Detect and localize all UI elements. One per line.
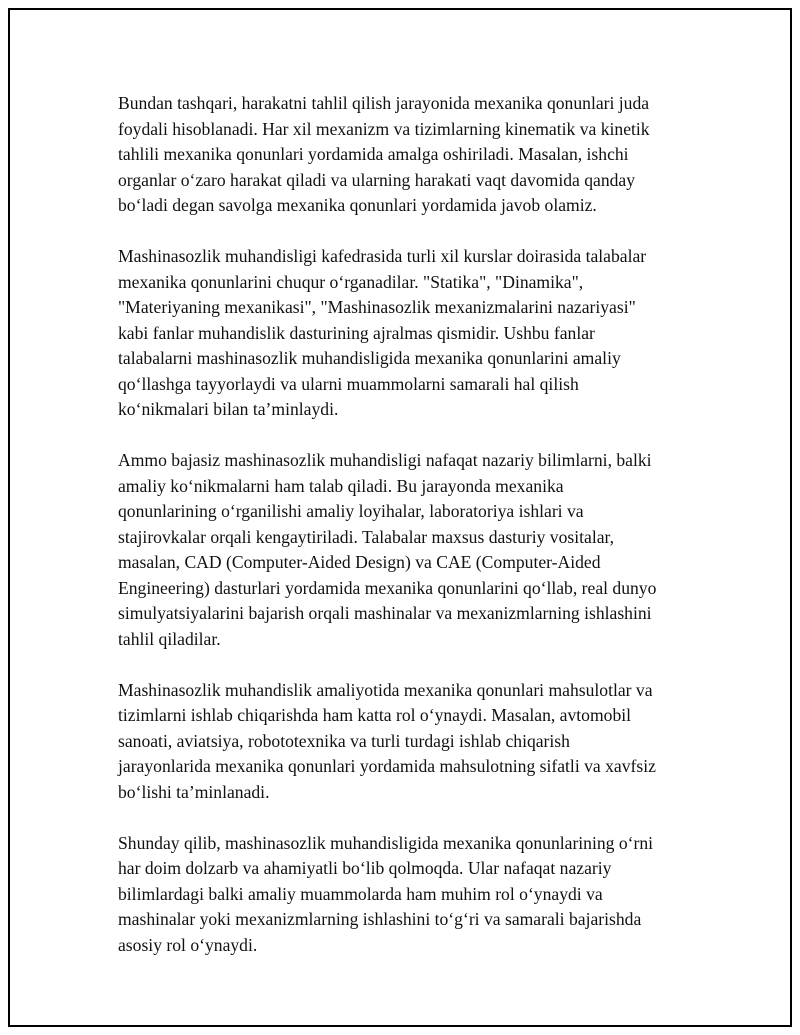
text-line: organlar o‘zaro harakat qiladi va ularning harakati vaqt davomida qanday (118, 169, 636, 190)
text-line: kabi fanlar muhandislik dasturining ajralmas qismidir. Ushbu fanlar (118, 322, 595, 343)
paragraph (118, 91, 698, 219)
text-line: Bundan tashqari, harakatni tahlil qilish jarayonida mexanika qonunlari juda (118, 93, 650, 113)
text-line: Mashinasozlik muhandislik amaliyotida mexanika qonunlari mahsulotlar va (118, 679, 653, 700)
text-line: bo‘lishi ta’minlanadi. (118, 781, 270, 802)
text-line: jarayonlarida mexanika qonunlari yordamida mahsulotning sifatli va xavfsiz (118, 756, 656, 776)
text-line: amaliy ko‘nikmalarni ham talab qiladi. Bu jarayonda mexanika (118, 475, 564, 496)
text-line: tahlili mexanika qonunlari yordamida amalga oshiriladi. Masalan, ishchi (118, 144, 629, 164)
text-line: tahlil qiladilar. (118, 628, 221, 649)
page-frame (8, 8, 792, 1027)
text-line: Mashinasozlik muhandisligi kafedrasida turli xil kurslar doirasida talabalar (118, 246, 647, 266)
text-line: sanoati, aviatsiya, robototexnika va turli turdagi ishlab chiqarish (118, 730, 570, 751)
text-line: simulyatsiyalarini bajarish orqali mashinalar va mexanizmlarning ishlashini (118, 603, 652, 623)
text-line: talabalarni mashinasozlik muhandisligida mexanika qonunlarini amaliy (118, 348, 621, 368)
text-line: stajirovkalar orqali kengaytiriladi. Talabalar maxsus dasturiy vositalar, (118, 526, 615, 547)
document-body (118, 91, 698, 984)
paragraph (118, 244, 698, 423)
text-line: Shunday qilib, mashinasozlik muhandisligida mexanika qonunlarining o‘rni (118, 832, 654, 853)
text-line: bilimlardagi balki amaliy muammolarda ham muhim rol o‘ynaydi va (118, 883, 603, 904)
text-line: bo‘ladi degan savolga mexanika qonunlari yordamida javob olamiz. (118, 195, 597, 215)
text-line: "Materiyaning mexanikasi", "Mashinasozlik mexanizmalarini nazariyasi" (118, 297, 636, 317)
text-line: masalan, CAD (Computer-Aided Design) va CAE (Computer-Aided (118, 552, 601, 572)
paragraph (118, 831, 698, 959)
text-line: qonunlarining o‘rganilishi amaliy loyihalar, laboratoriya ishlari va (118, 501, 584, 521)
text-line: Engineering) dasturlari yordamida mexanika qonunlarini qo‘llab, real dunyo (118, 577, 657, 598)
paragraph (118, 448, 698, 652)
text-line: tizimlarni ishlab chiqarishda ham katta rol o‘ynaydi. Masalan, avtomobil (118, 705, 632, 725)
text-line: ko‘nikmalari bilan ta’minlaydi. (118, 399, 339, 419)
text-line: Ammo bajasiz mashinasozlik muhandisligi nafaqat nazariy bilimlarni, balki (118, 450, 652, 470)
text-line: mashinalar yoki mexanizmlarning ishlashini to‘g‘ri va samarali bajarishda (118, 909, 642, 929)
text-line: har doim dolzarb va ahamiyatli bo‘lib qolmoqda. Ular nafaqat nazariy (118, 858, 612, 878)
text-line: qo‘llashga tayyorlaydi va ularni muammolarni samarali hal qilish (118, 373, 579, 394)
text-line: asosiy rol o‘ynaydi. (118, 934, 258, 955)
text-line: mexanika qonunlarini chuqur o‘rganadilar. "Statika", "Dinamika", (118, 271, 584, 292)
paragraph (118, 678, 698, 806)
text-line: foydali hisoblanadi. Har xil mexanizm va tizimlarning kinematik va kinetik (118, 118, 650, 139)
